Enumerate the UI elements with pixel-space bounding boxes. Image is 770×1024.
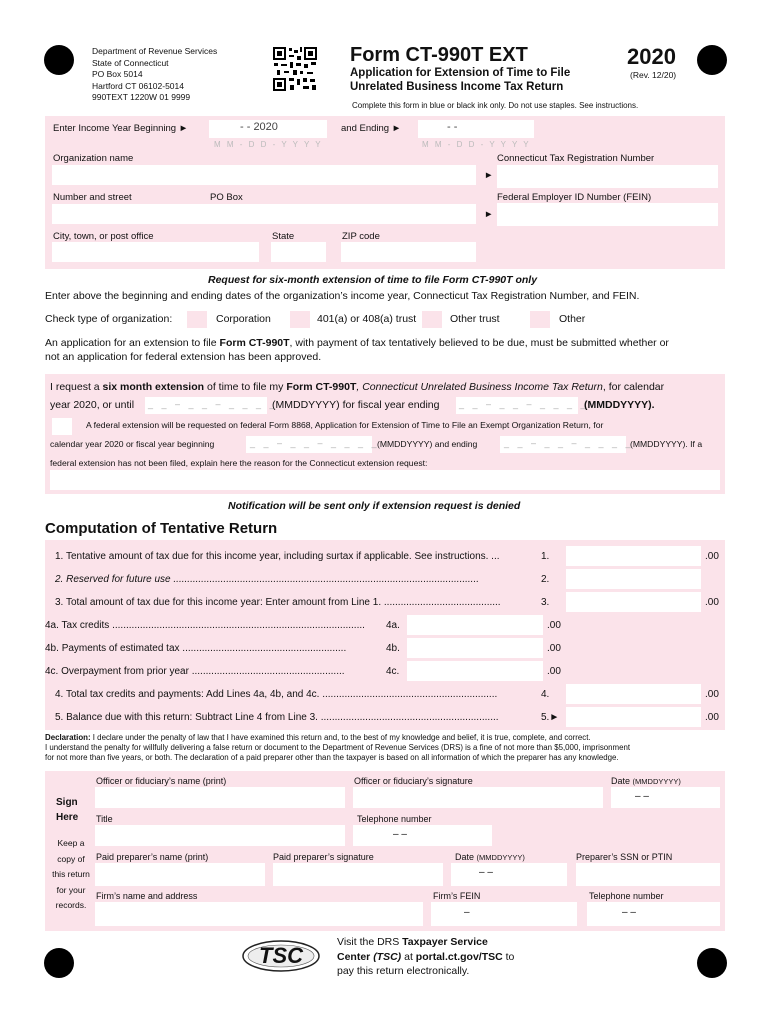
- preparer-name-input[interactable]: [95, 863, 265, 886]
- request-year-label: year 2020, or until: [50, 399, 135, 411]
- ct-reg-arrow: ►: [484, 170, 494, 181]
- department-address: Department of Revenue Services State of Connecticut PO Box 5014 Hartford CT 06102-5014 990TEXT 1220W 01 9999: [92, 46, 218, 103]
- application-text-line-1: An application for an extension to file Form CT-990T, with payment of tax tentatively believed to be due, must be submitted whether or: [45, 337, 669, 349]
- preparer-ssn-label: Preparer’s SSN or PTIN: [576, 852, 673, 862]
- fein-label: Federal Employer ID Number (FEIN): [497, 192, 652, 203]
- line-2-ref: 2.: [541, 574, 550, 585]
- line-5-ref: 5.►: [541, 712, 560, 723]
- tsc-logo-text: TSC: [259, 943, 303, 968]
- line-5-amount-input[interactable]: [566, 707, 701, 727]
- street-label: Number and street: [53, 192, 132, 203]
- preparer-name-label: Paid preparer’s name (print): [96, 852, 209, 862]
- 401a-trust-checkbox[interactable]: [290, 311, 310, 328]
- registration-mark-bottom-right: [697, 948, 727, 978]
- line-4c-amount-input[interactable]: [407, 661, 543, 681]
- line-4c-cents: .00: [547, 666, 561, 677]
- registration-mark-top-right: [697, 45, 727, 75]
- city-input[interactable]: [52, 242, 259, 262]
- mmddyyyy-label: (MMDDYYYY).: [584, 399, 655, 411]
- line-4b-amount-input[interactable]: [407, 638, 543, 658]
- form-year: 2020: [627, 44, 676, 69]
- line-4b-ref: 4b.: [386, 643, 400, 654]
- city-label: City, town, or post office: [53, 231, 154, 242]
- computation-heading: Computation of Tentative Return: [45, 520, 278, 537]
- income-year-label: Enter Income Year Beginning ►: [53, 123, 189, 134]
- firm-name-input[interactable]: [95, 902, 423, 926]
- preparer-date-label: Date (MMDDYYYY): [455, 852, 525, 862]
- line-1-ref: 1.: [541, 551, 550, 562]
- sign-date-input[interactable]: [611, 787, 720, 808]
- firm-fein-dash: –: [464, 907, 470, 918]
- corporation-label: Corporation: [216, 313, 271, 325]
- begin-date-format: M M - D D - Y Y Y Y: [214, 140, 323, 149]
- federal-extension-checkbox[interactable]: [52, 418, 72, 435]
- line-3-cents: .00: [705, 597, 719, 608]
- corporation-checkbox[interactable]: [187, 311, 207, 328]
- officer-name-input[interactable]: [95, 787, 345, 808]
- fed-begin-date-blank: _ _ – _ _ – _ _ _ _: [250, 438, 380, 448]
- and-ending-text: (MMDDYYYY) and ending: [377, 439, 478, 449]
- check-type-label: Check type of organization:: [45, 313, 173, 325]
- form-title: Form CT-990T EXT: [350, 44, 528, 66]
- line-4a-cents: .00: [547, 620, 561, 631]
- line-4-amount-input[interactable]: [566, 684, 701, 704]
- line-3-ref: 3.: [541, 597, 550, 608]
- officer-signature-input[interactable]: [353, 787, 603, 808]
- preparer-ssn-input[interactable]: [576, 863, 720, 886]
- officer-signature-label: Officer or fiduciary’s signature: [354, 776, 473, 786]
- tsc-logo: [240, 938, 322, 974]
- state-input[interactable]: [271, 242, 326, 262]
- calendar-year-text: calendar year 2020 or fiscal year beginning: [50, 439, 215, 449]
- line-4-ref: 4.: [541, 689, 550, 700]
- line-5-label: 5. Balance due with this return: Subtract Line 4 from Line 3. ................................................................: [55, 712, 499, 723]
- line-2-label: 2. Reserved for future use ..............................................................................................................: [55, 574, 480, 585]
- line-4a-label: 4a. Tax credits ...........................................................................................: [45, 620, 365, 631]
- registration-mark-bottom-left: [44, 948, 74, 978]
- line-4c-label: 4c. Overpayment from prior year .......................................................: [45, 666, 345, 677]
- sign-date-label: Date (MMDDYYYY): [611, 776, 681, 786]
- declaration-text: Declaration: I declare under the penalty of law that I have examined this return and, to the best of my knowledge and belief, it is true, complete, and correct. I understand the penalty for willfully delivering a false return or document to the Department of Revenue Services (DRS) is a fine of not more than $5,000, imprisonment for not more than five years, or both. The declaration of a paid preparer other than the taxpayer is based on all information of which the preparer has any knowledge.: [45, 733, 631, 763]
- line-4b-cents: .00: [547, 643, 561, 654]
- form-instructions: Complete this form in blue or black ink only. Do not use staples. See instructions.: [352, 101, 639, 110]
- preparer-date-dashes: – –: [479, 867, 493, 878]
- telephone-dashes: – –: [393, 829, 407, 840]
- federal-not-filed-text: federal extension has not been filed, explain here the reason for the Connecticut extension request:: [50, 458, 428, 468]
- fein-input[interactable]: [497, 203, 718, 226]
- firm-telephone-input[interactable]: [587, 902, 720, 926]
- 401a-trust-label: 401(a) or 408(a) trust: [317, 313, 417, 325]
- zip-label: ZIP code: [342, 231, 380, 242]
- form-subtitle-2: Unrelated Business Income Tax Return: [350, 81, 564, 93]
- other-trust-label: Other trust: [450, 313, 500, 325]
- sign-date-dashes: – –: [635, 791, 649, 802]
- ct-tax-registration-label: Connecticut Tax Registration Number: [497, 153, 655, 164]
- other-label: Other: [559, 313, 586, 325]
- preparer-signature-label: Paid preparer’s signature: [273, 852, 374, 862]
- organization-name-label: Organization name: [53, 153, 134, 164]
- firm-telephone-label: Telephone number: [589, 891, 664, 901]
- other-checkbox[interactable]: [530, 311, 550, 328]
- notification-text: Notification will be sent only if extension request is denied: [228, 500, 521, 512]
- line-4c-ref: 4c.: [386, 666, 400, 677]
- firm-telephone-dashes: – –: [622, 907, 636, 918]
- tsc-portal-link[interactable]: portal.ct.gov/TSC: [415, 950, 503, 963]
- line-5-cents: .00: [705, 712, 719, 723]
- line-3-label: 3. Total amount of tax due for this income year: Enter amount from Line 1. ..........................................: [55, 597, 501, 608]
- firm-name-label: Firm’s name and address: [96, 891, 198, 901]
- line-1-amount-input[interactable]: [566, 546, 701, 566]
- line-2-amount-input: [566, 569, 701, 589]
- po-box-label: PO Box: [210, 192, 243, 203]
- form-subtitle-1: Application for Extension of Time to File: [350, 67, 571, 79]
- line-1-cents: .00: [705, 551, 719, 562]
- preparer-date-input[interactable]: [451, 863, 567, 886]
- income-year-end-input[interactable]: [418, 120, 534, 138]
- telephone-input[interactable]: [353, 825, 492, 846]
- sign-label: Sign: [56, 797, 78, 808]
- telephone-label: Telephone number: [357, 814, 432, 824]
- line-1-label: 1. Tentative amount of tax due for this income year, including surtax if applicable. See instructions. ...: [55, 551, 500, 562]
- street-input[interactable]: [52, 204, 476, 224]
- line-4-label: 4. Total tax credits and payments: Add Lines 4a, 4b, and 4c. ...............................................................: [55, 689, 498, 700]
- until-date-blank: _ _ – _ _ – _ _ _ _: [148, 399, 278, 409]
- fed-end-date-blank: _ _ – _ _ – _ _ _ _: [504, 438, 634, 448]
- line-4a-ref: 4a.: [386, 620, 400, 631]
- fiscal-year-end-blank: _ _ – _ _ – _ _ _ _: [459, 399, 589, 409]
- if-a-text: (MMDDYYYY). If a: [630, 439, 703, 449]
- explanation-input[interactable]: [50, 470, 720, 490]
- firm-fein-input[interactable]: [431, 902, 577, 926]
- line-4-cents: .00: [705, 689, 719, 700]
- preparer-signature-input[interactable]: [273, 863, 443, 886]
- line-4a-amount-input[interactable]: [407, 615, 543, 635]
- end-date-format: M M - D D - Y Y Y Y: [422, 140, 531, 149]
- title-label: Title: [96, 814, 113, 824]
- zip-input[interactable]: [341, 242, 476, 262]
- and-ending-label: and Ending ►: [341, 123, 402, 134]
- ct-tax-registration-input[interactable]: [497, 165, 718, 188]
- request-heading: Request for six-month extension of time to file Form CT-990T only: [208, 274, 538, 286]
- fiscal-year-label: (MMDDYYYY) for fiscal year ending: [272, 399, 440, 411]
- officer-name-label: Officer or fiduciary’s name (print): [96, 776, 227, 786]
- here-label: Here: [56, 812, 79, 823]
- organization-name-input[interactable]: [52, 165, 476, 185]
- federal-extension-text: A federal extension will be requested on federal Form 8868, Application for Extension of Time to File an Exempt Organization Return, for: [86, 420, 604, 430]
- registration-mark-top-left: [44, 45, 74, 75]
- fein-arrow: ►: [484, 209, 494, 220]
- application-text-line-2: not an application for federal extension has been approved.: [45, 351, 322, 363]
- line-3-amount-input[interactable]: [566, 592, 701, 612]
- line-4b-label: 4b. Payments of estimated tax ...........................................................: [45, 643, 347, 654]
- request-text-line-1: I request a six month extension of time to file my Form CT-990T, Connecticut Unrelated Business Income Tax Return, for calendar: [50, 381, 665, 393]
- income-year-end-value: - -: [447, 121, 458, 133]
- title-input[interactable]: [95, 825, 345, 846]
- form-revision: (Rev. 12/20): [630, 70, 677, 80]
- firm-fein-label: Firm’s FEIN: [433, 891, 481, 901]
- footer-text: Visit the DRS Taxpayer Service Center (TSC) at portal.ct.gov/TSC to pay this return electronically.: [337, 936, 515, 977]
- qr-code: [272, 46, 318, 92]
- enter-above-text: Enter above the beginning and ending dates of the organization’s income year, Connecticut Tax Registration Number, and FEIN.: [45, 290, 640, 302]
- keep-copy-note: Keep a copy of this return for your records.: [52, 838, 90, 910]
- other-trust-checkbox[interactable]: [422, 311, 442, 328]
- income-year-begin-value: - - 2020: [240, 121, 278, 133]
- state-label: State: [272, 231, 295, 242]
